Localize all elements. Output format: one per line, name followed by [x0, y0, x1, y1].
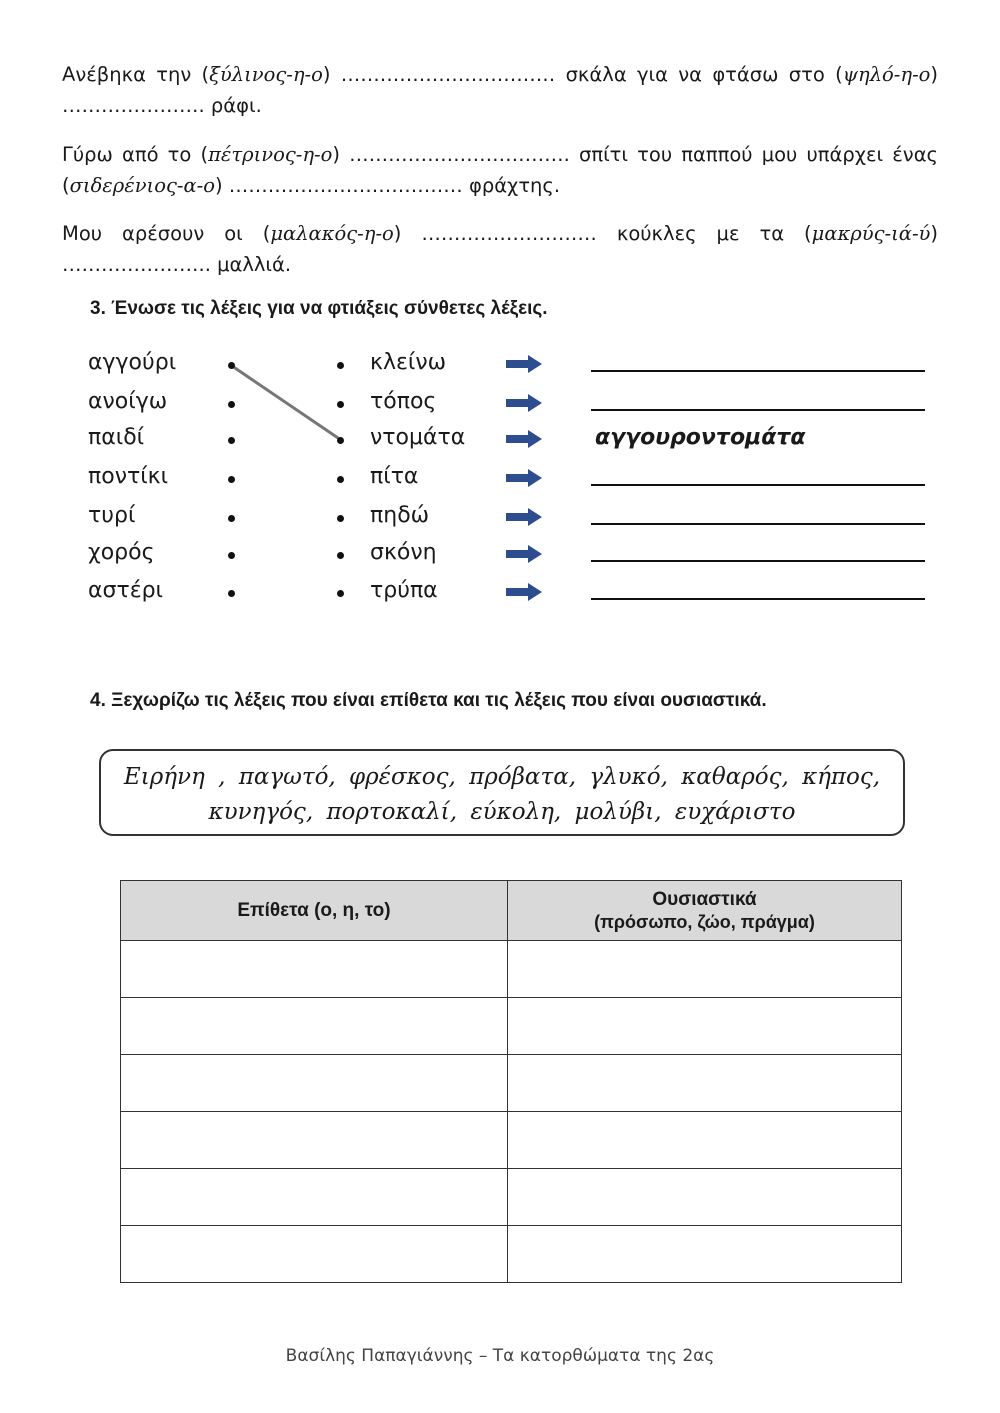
left-word: αγγούρι — [88, 350, 177, 375]
right-word: πίτα — [370, 464, 419, 489]
answer-line[interactable] — [591, 598, 925, 600]
arrow-icon — [506, 508, 542, 526]
footer: Βασίλης Παπαγιάννης – Τα κατορθώματα της 2ας — [285, 1346, 715, 1366]
left-dot[interactable] — [228, 476, 235, 483]
left-dot[interactable] — [228, 437, 235, 444]
right-word: τόπος — [370, 389, 437, 414]
adjective-cell[interactable] — [121, 998, 508, 1055]
right-dot[interactable] — [337, 401, 344, 408]
answer-line[interactable] — [591, 560, 925, 562]
table-row — [121, 1055, 902, 1112]
arrow-icon — [506, 583, 542, 601]
answer-line[interactable] — [591, 523, 925, 525]
right-word: πηδώ — [370, 503, 430, 528]
left-word: τυρί — [88, 503, 136, 528]
noun-cell[interactable] — [508, 941, 902, 998]
arrow-icon — [506, 545, 542, 563]
exercise-4-title: 4. Ξεχωρίζω τις λέξεις που είναι επίθετα και τις λέξεις που είναι ουσιαστικά. — [90, 690, 767, 711]
left-dot[interactable] — [228, 590, 235, 597]
exercise-3-title: 3. Ένωσε τις λέξεις για να φτιάξεις σύνθετες λέξεις. — [90, 298, 548, 319]
arrow-icon — [506, 355, 542, 373]
left-word: χορός — [88, 540, 155, 565]
noun-cell[interactable] — [508, 998, 902, 1055]
sentence-1: Ανέβηκα την (ξύλινος-η-ο) …………………………… σκάλα για να φτάσω στο (ψηλό-η-ο) …………………. ράφι. — [62, 63, 939, 117]
left-dot[interactable] — [228, 401, 235, 408]
classification-table — [120, 880, 902, 1283]
right-dot[interactable] — [337, 515, 344, 522]
word-bank — [99, 749, 905, 836]
adjective-cell[interactable] — [121, 1055, 508, 1112]
noun-cell[interactable] — [508, 1226, 902, 1283]
nouns-header: Ουσιαστικά (πρόσωπο, ζώο, πράγμα) — [508, 881, 902, 941]
compound-answer[interactable]: αγγουροντομάτα — [595, 425, 806, 450]
left-word: ποντίκι — [88, 464, 169, 489]
adjective-cell[interactable] — [121, 1226, 508, 1283]
right-word: τρύπα — [370, 578, 438, 603]
word-bank-line-2: κυνηγός, πορτοκαλί, εύκολη, μολύβι, ευχάριστο — [208, 799, 796, 825]
answer-line[interactable] — [591, 484, 925, 486]
table-row — [121, 1226, 902, 1283]
left-word: παιδί — [88, 425, 145, 450]
right-dot[interactable] — [337, 590, 344, 597]
arrow-icon — [506, 430, 542, 448]
noun-cell[interactable] — [508, 1055, 902, 1112]
arrow-icon — [506, 394, 542, 412]
adjective-cell[interactable] — [121, 941, 508, 998]
adjective-cell[interactable] — [121, 1112, 508, 1169]
table-row — [121, 941, 902, 998]
adjectives-header: Επίθετα (ο, η, το) — [121, 881, 508, 941]
arrow-icon — [506, 469, 542, 487]
right-dot[interactable] — [337, 437, 344, 444]
left-dot[interactable] — [228, 515, 235, 522]
answer-line[interactable] — [591, 409, 925, 411]
word-bank-line-1: Ειρήνη , παγωτό, φρέσκος, πρόβατα, γλυκό, καθαρός, κήπος, — [123, 764, 881, 790]
answer-line[interactable] — [591, 370, 925, 372]
right-dot[interactable] — [337, 552, 344, 559]
right-dot[interactable] — [337, 362, 344, 369]
left-word: αστέρι — [88, 578, 163, 603]
left-dot[interactable] — [228, 362, 235, 369]
sentence-2: Γύρω από το (πέτρινος-η-ο) ……………………………. σπίτι του παππού μου υπάρχει ένας (σιδερένιος-α-ο) ……………………………… φράχτης. — [62, 143, 938, 197]
right-word: σκόνη — [370, 540, 437, 565]
table-row — [121, 1112, 902, 1169]
right-word: κλείνω — [370, 350, 447, 375]
right-word: ντομάτα — [370, 425, 466, 450]
sentence-3: Μου αρέσουν οι (μαλακός-η-ο) ……………………… κούκλες με τα (μακρύς-ιά-ύ) ………………….. μαλλιά. — [62, 222, 938, 276]
left-dot[interactable] — [228, 552, 235, 559]
right-dot[interactable] — [337, 476, 344, 483]
left-word: ανοίγω — [88, 389, 168, 414]
table-row — [121, 998, 902, 1055]
adjective-cell[interactable] — [121, 1169, 508, 1226]
noun-cell[interactable] — [508, 1169, 902, 1226]
noun-cell[interactable] — [508, 1112, 902, 1169]
table-row — [121, 1169, 902, 1226]
